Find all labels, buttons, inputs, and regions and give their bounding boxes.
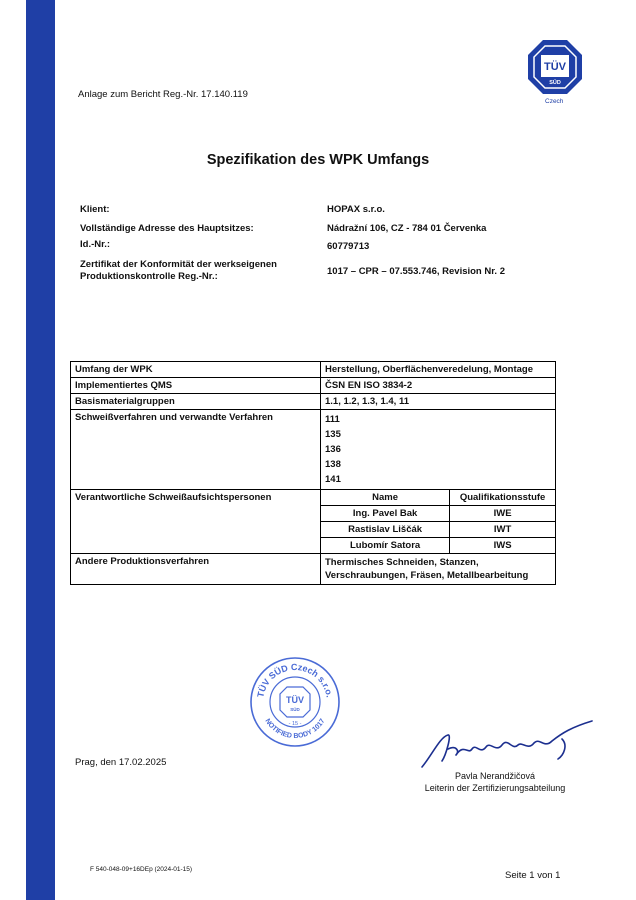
signer-role: Leiterin der Zertifizierungsabteilung (424, 783, 566, 793)
notified-body-stamp (249, 656, 341, 748)
other-processes-value: Thermisches Schneiden, Stanzen, Verschraubungen, Fräsen, Metallbearbeitung (321, 554, 556, 585)
material-groups-label: Basismaterialgruppen (71, 394, 321, 410)
process-item: 111 (325, 414, 340, 425)
tuv-logo-icon (527, 39, 583, 95)
page-title: Spezifikation des WPK Umfangs (206, 152, 430, 168)
table-row (71, 394, 556, 410)
table-row (71, 490, 556, 554)
table-row (321, 538, 555, 554)
client-value: HOPAX s.r.o. (327, 204, 385, 215)
form-code: F 540-048-09+16DEp (2024-01-15) (90, 866, 193, 873)
place-and-date: Prag, den 17.02.2025 (75, 757, 167, 768)
table-row (71, 554, 556, 585)
supervisor-qual: IWT (450, 522, 555, 538)
process-item: 135 (325, 429, 341, 440)
id-value: 60779713 (327, 241, 370, 252)
address-label: Vollständige Adresse des Hauptsitzes: (80, 223, 254, 234)
table-row (71, 362, 556, 378)
svg-text:TÜV: TÜV (544, 61, 566, 73)
other-processes-label: Andere Produktionsverfahren (71, 554, 321, 585)
supervisor-name-header: Name (321, 490, 450, 506)
scope-value: Herstellung, Oberflächenveredelung, Montage (321, 362, 556, 378)
table-row (71, 410, 556, 490)
table-row (71, 378, 556, 394)
supervisors-table (321, 490, 555, 553)
material-groups-value: 1.1, 1.2, 1.3, 1.4, 11 (321, 394, 556, 410)
certificate-value: 1017 – CPR – 07.553.746, Revision Nr. 2 (327, 266, 505, 277)
supervisor-qual: IWS (493, 540, 512, 551)
blue-side-bar (26, 0, 55, 900)
wpk-scope-table (70, 361, 556, 585)
scope-label: Umfang der WPK (71, 362, 321, 378)
signer-name: Pavla Nerandžičová (454, 771, 536, 781)
table-row (321, 522, 555, 538)
logo-caption: Czech (545, 98, 564, 105)
qms-value: ČSN EN ISO 3834-2 (321, 378, 556, 394)
svg-text:SÜD: SÜD (549, 80, 561, 86)
signature-icon (412, 715, 602, 775)
qms-label: Implementiertes QMS (71, 378, 321, 394)
process-item: 138 (325, 459, 341, 470)
supervisor-name: Rastislav Liščák (321, 522, 450, 538)
address-value: Nádražní 106, CZ - 784 01 Červenka (327, 223, 487, 234)
svg-text:TÜV: TÜV (286, 695, 304, 705)
certificate-label: Zertifikat der Konformität der werkseigenen Produktionskontrolle Reg.-Nr.: (80, 259, 277, 282)
welding-processes-list (321, 410, 556, 490)
svg-text:- 15 -: - 15 - (288, 721, 302, 727)
supervisor-qual: IWE (450, 506, 555, 522)
svg-text:SÜD: SÜD (290, 707, 300, 712)
id-label: Id.-Nr.: (80, 239, 111, 250)
table-row (321, 490, 555, 506)
svg-text:TÜV SÜD Czech s.r.o.: TÜV SÜD Czech s.r.o. (255, 661, 335, 699)
process-item: 141 (325, 474, 341, 485)
supervisor-qual-header: Qualifikationsstufe (450, 490, 555, 506)
report-reference: Anlage zum Bericht Reg.-Nr. 17.140.119 (78, 89, 248, 100)
svg-text:NOTIFIED BODY 1017: NOTIFIED BODY 1017 (263, 717, 327, 741)
supervisors-label: Verantwortliche Schweißaufsichtspersonen (71, 490, 321, 554)
page-number: Seite 1 von 1 (505, 870, 561, 881)
supervisor-name: Ing. Pavel Bak (321, 506, 450, 522)
supervisor-name: Lubomír Satora (321, 538, 450, 554)
welding-processes-label: Schweißverfahren und verwandte Verfahren (71, 410, 321, 490)
client-label: Klient: (80, 204, 110, 215)
supervisors-cell (321, 490, 556, 554)
table-row (321, 506, 555, 522)
process-item: 136 (325, 444, 341, 455)
